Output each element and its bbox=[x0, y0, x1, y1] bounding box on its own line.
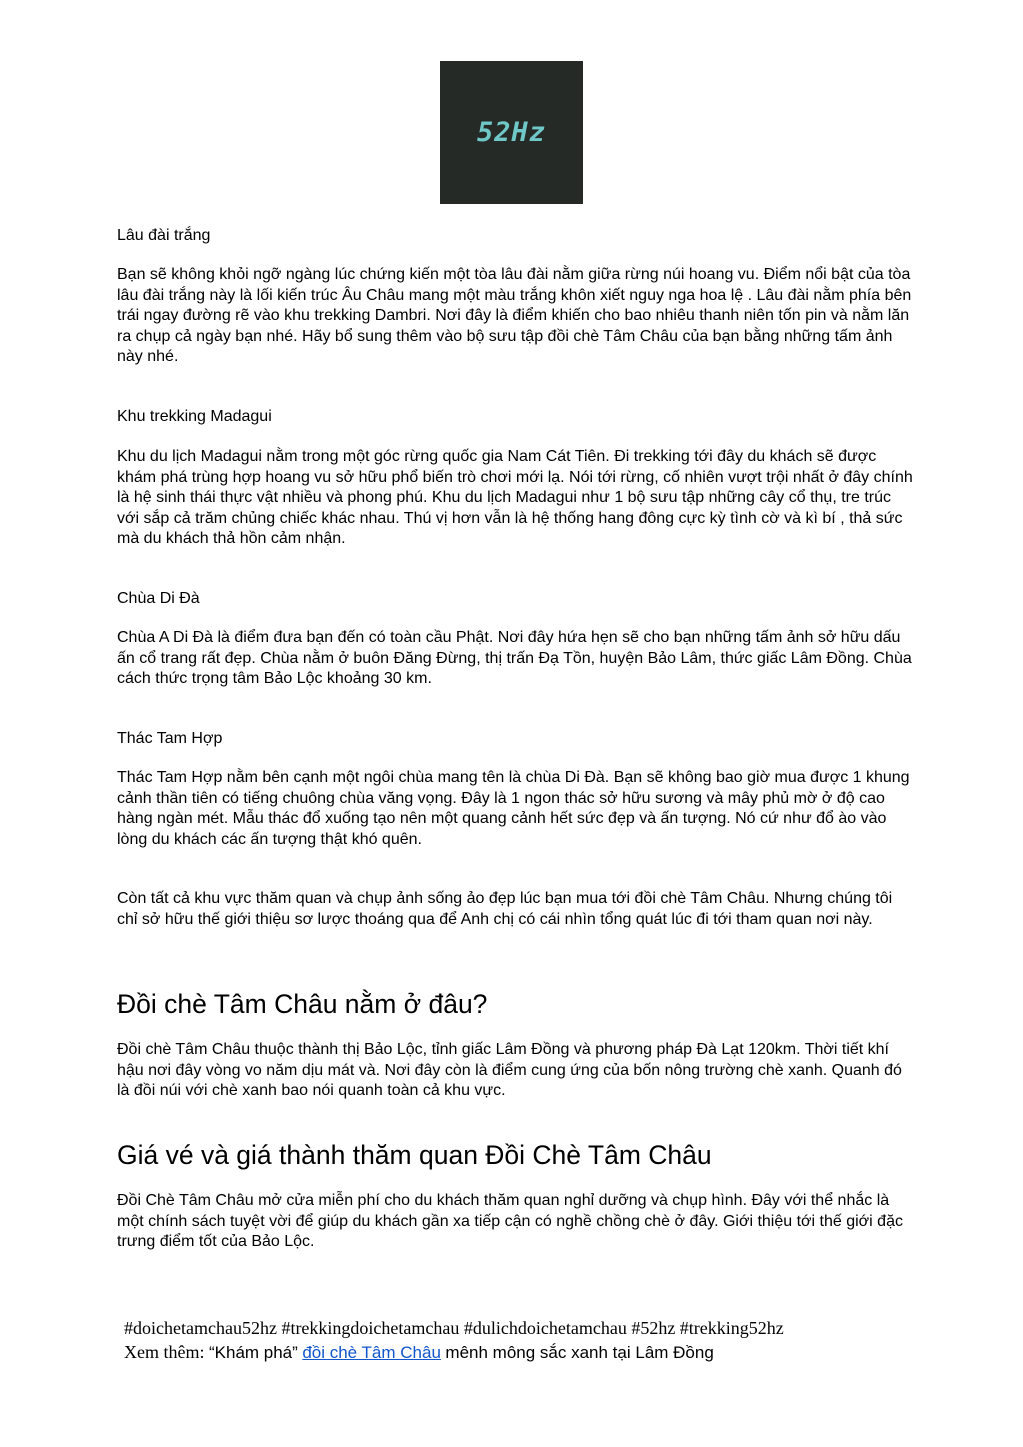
see-more-prefix: Xem thêm: bbox=[124, 1341, 205, 1362]
section-body-madagui: Khu du lịch Madagui nằm trong một góc rừng quốc gia Nam Cát Tiên. Đi trekking tới đây du khách sẽ được khám phá trùng hợp hoang vu sở hữu phổ biến trò chơi mới lạ. Nói tới rừng, cố nhiên vượt trội nhất ở đây chính là hệ sinh thái thực vật nhiều và phong phú. Khu du lịch Madagui như 1 bộ sưu tập những cây cổ thụ, tre trúc với sắp cả trăm chủng chiếc khác nhau. Thú vị hơn vẫn là hệ thống hang đông cực kỳ tình cờ và kì bí , thả sức mà du khách thả hồn cảm nhận. bbox=[117, 448, 913, 548]
section-body-chua-di-da: Chùa A Di Đà là điểm đưa bạn đến có toàn cầu Phật. Nơi đây hứa hẹn sẽ cho bạn những tấm ảnh sở hữu dấu ấn cổ trang rất đẹp. Chùa nằm ở buôn Đăng Đừng, thị trấn Đạ Tồn, huyện Bảo Lâm, thức giấc Lâm Đồng. Chùa cách thức trọng tâm Bảo Lộc khoảng 30 km. bbox=[117, 629, 912, 688]
hashtags: #doichetamchau52hz #trekkingdoichetamchau #dulichdoichetamchau #52hz #trekking52hz bbox=[124, 1318, 784, 1338]
see-more-quote: “Khám phá” bbox=[208, 1342, 298, 1362]
logo-52hz bbox=[440, 61, 583, 204]
summary-paragraph: Còn tất cả khu vực thăm quan và chụp ảnh sống ảo đẹp lúc bạn mua tới đồi chè Tâm Châu. Nhưng chúng tôi chỉ sở hữu thế giới thiệu sơ lược thoáng qua để Anh chị có cái nhìn tổng quát lúc đi tới tham quan nơi này. bbox=[117, 890, 893, 928]
heading-ticket-price: Giá vé và giá thành thăm quan Đồi Chè Tâm Châu bbox=[117, 1140, 712, 1170]
section-body-lau-dai-trang: Bạn sẽ không khỏi ngỡ ngàng lúc chứng kiến một tòa lâu đài nằm giữa rừng núi hoang vu. Điểm nổi bật của tòa lâu đài trắng này là lối kiến trúc Âu Châu mang một màu trắng khôn xiết nguy nga hoa lệ . Lâu đài nằm phía bên trái ngay đường rẽ vào khu trekking Dambri. Nơi đây là điểm khiến cho bao nhiêu thanh niên tốn pin và nằm lăn ra chụp cả ngày bạn nhé. Hãy bổ sung thêm vào bộ sưu tập đồi chè Tâm Châu của bạn bằng những tấm ảnh này nhé. bbox=[117, 266, 912, 366]
footer bbox=[124, 1317, 904, 1364]
heading-location: Đồi chè Tâm Châu nằm ở đâu? bbox=[117, 989, 488, 1019]
doi-che-tam-chau-link[interactable]: đồi chè Tâm Châu bbox=[302, 1342, 441, 1362]
logo-text: 52Hz bbox=[476, 117, 547, 148]
location-paragraph: Đồi chè Tâm Châu thuộc thành thị Bảo Lộc, tỉnh giấc Lâm Đồng và phương pháp Đà Lạt 120km. Thời tiết khí hậu nơi đây vòng vo năm dịu mát và. Nơi đây còn là điểm cung ứng của bốn nông trường chè xanh. Quanh đó là đồi núi với chè xanh bao nói quanh toàn cả khu vực. bbox=[117, 1041, 902, 1100]
section-title-thac-tam-hop: Thác Tam Hợp bbox=[117, 730, 223, 747]
see-more-suffix: mênh mông sắc xanh tại Lâm Đồng bbox=[445, 1342, 714, 1362]
section-title-lau-dai-trang: Lâu đài trắng bbox=[117, 227, 211, 244]
section-title-madagui: Khu trekking Madagui bbox=[117, 408, 272, 425]
ticket-price-paragraph: Đồi Chè Tâm Châu mở cửa miễn phí cho du khách thăm quan nghỉ dưỡng và chụp hình. Đây với thể nhắc là một chính sách tuyệt vời để giúp du khách gần xa tiếp cận có nghề chồng chè ở đây. Giới thiệu tới thế giới đặc trưng điểm tốt của Bảo Lộc. bbox=[117, 1192, 903, 1251]
see-more-line bbox=[124, 1341, 904, 1365]
section-title-chua-di-da: Chùa Di Đà bbox=[117, 590, 200, 607]
section-body-thac-tam-hop: Thác Tam Hợp nằm bên cạnh một ngôi chùa mang tên là chùa Di Đà. Bạn sẽ không bao giờ mua được 1 khung cảnh thần tiên có tiếng chuông chùa văng vọng. Đây là 1 ngon thác sở hữu sương và mây phủ mờ ở độ cao hàng ngàn mét. Mẫu thác đổ xuống tạo nên một quang cảnh hết sức đẹp và ấn tượng. Nó cứ như đổ ào vào lòng du khách các ấn tượng thật khó quên. bbox=[117, 769, 910, 848]
